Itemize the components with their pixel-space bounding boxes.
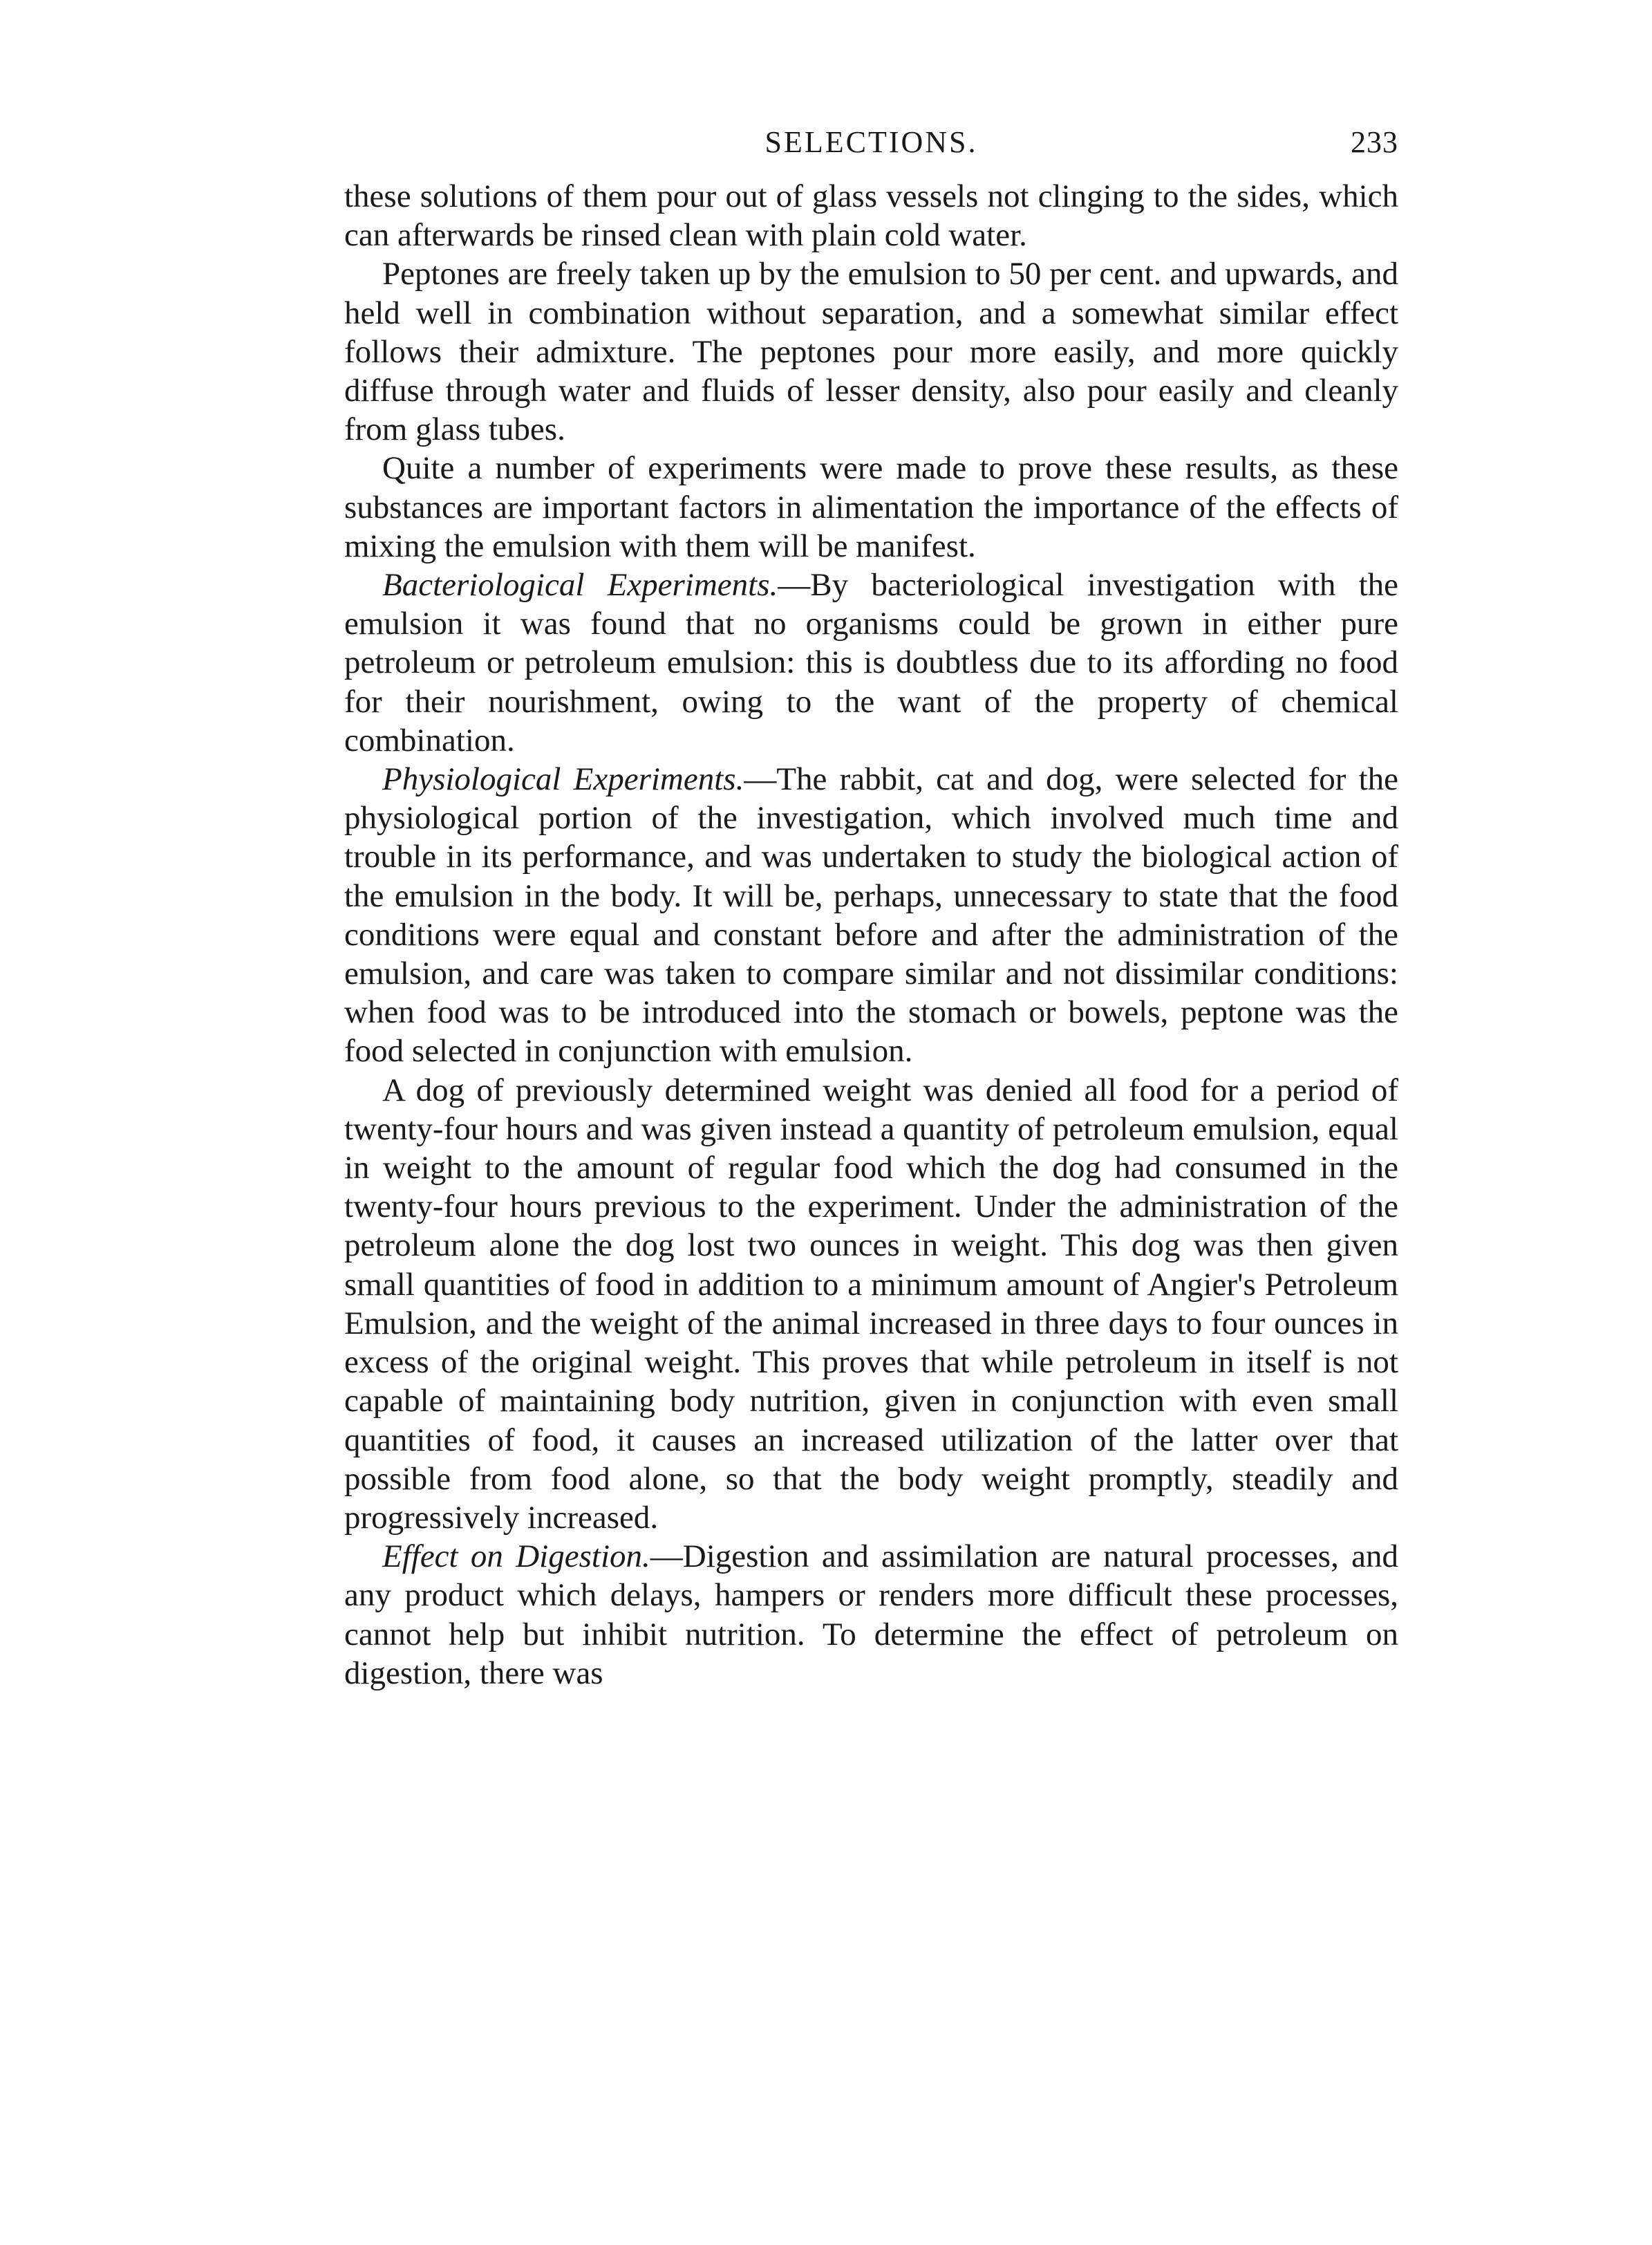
page-number: 233: [1351, 125, 1398, 159]
paragraph: [344, 254, 1398, 449]
section-heading: Bacteriological Experiments.: [382, 567, 778, 604]
paragraph: [344, 566, 1398, 760]
running-title: SELECTIONS.: [764, 125, 978, 159]
running-head: [344, 124, 1398, 177]
paragraph: [344, 449, 1398, 566]
paragraph-text: Quite a number of experiments were made to prove these results, as these substances are important factors in alimentation the importance of the effects of mixing the emulsion with them will be manifest.: [344, 450, 1398, 564]
paragraph: [344, 760, 1398, 1071]
section-heading: Physiological Experiments.: [382, 761, 744, 798]
paragraph-text: —By bacteriological investigation with the emulsion it was found that no organisms could be grown in either pure petroleum or petroleum emulsion: this is doubtless due to its affording no food for their nourishment, owing to the want of the property of chemical combination.: [344, 567, 1399, 758]
paragraph-text: A dog of previously determined weight was denied all food for a period of twenty-four hours and was given instead a quantity of petroleum emulsion, equal in weight to the amount of regular food which the dog had consumed in the twenty-four hours previous to the experiment. Under the administration of the petroleum alone the dog lost two ounces in weight. This dog was then given small quantities of food in addition to a minimum amount of Angier's Petroleum Emulsion, and the weight of the animal increased in three days to four ounces in excess of the original weight. This proves that while petroleum in itself is not capable of maintaining body nutrition, given in conjunction with even small quantities of food, it causes an increased utilization of the latter over that possible from food alone, so that the body weight promptly, steadily and progressively increased.: [344, 1072, 1398, 1536]
paragraph: [344, 1537, 1398, 1693]
paragraph-text: —Digestion and assimilation are natural processes, and any product which delays, hampers or renders more difficult these processes, cannot help but inhibit nutrition. To determine the effect of petroleum on digestion, there was: [344, 1538, 1399, 1691]
paragraph-text: —The rabbit, cat and dog, were selected for the physiological portion of the investigation, which involved much time and trouble in its performance, and was undertaken to study the biological action of the emulsion in the body. It will be, perhaps, unnecessary to state that the food conditions were equal and constant before and after the administration of the emulsion, and care was taken to compare similar and not dissimilar conditions: when food was to be introduced into the stomach or bowels, peptone was the food selected in conjunction with emulsion.: [344, 761, 1398, 1070]
paragraph-continued: [344, 177, 1398, 254]
body-text: [344, 177, 1398, 1693]
paragraph: [344, 1071, 1398, 1537]
paragraph-text: these solutions of them pour out of glass vessels not clinging to the sides, which can afterwards be rinsed clean with plain cold water.: [344, 178, 1398, 254]
book-page: [344, 124, 1398, 1693]
section-heading: Effect on Digestion.: [382, 1538, 650, 1575]
paragraph-text: Peptones are freely taken up by the emulsion to 50 per cent. and upwards, and held well in combination without separation, and a somewhat similar effect follows their admixture. The peptones pour more easily, and more quickly diffuse through water and fluids of lesser density, also pour easily and cleanly from glass tubes.: [344, 256, 1398, 448]
